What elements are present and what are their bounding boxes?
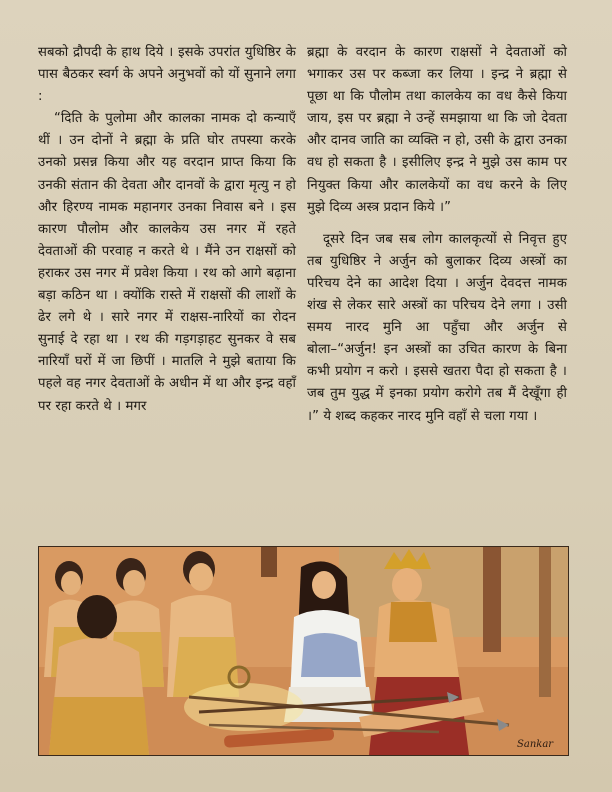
pillar-right bbox=[483, 547, 501, 652]
illustration-artwork bbox=[39, 547, 568, 755]
right-paragraph-1: ब्रह्मा के वरदान के कारण राक्षसों ने देवताओं को भगाकर उस पर कब्जा कर लिया । इन्द्र ने ब्रह्मा से पूछा था कि पौलोम तथा कालकेय का वध कैसे किया जाय, इस पर ब्रह्मा ने उन्हें समझाया था कि जो देवता और दानव जाति का व्यक्ति न हो, उसी के द्वारा उनका वध हो सकता है । इसीलिए इन्द्र ने मुझे उस काम पर नियुक्त किया और कालकेयों का वध करने के लिए मुझे दिव्य अस्त्र प्रदान किये ।” bbox=[307, 45, 567, 215]
right-paragraph-2: दूसरे दिन जब सब लोग कालकृत्यों से निवृत्त हुए तब युधिष्ठिर ने अर्जुन को बुलाकर दिव्य अस्त्रों का परिचय देने का आदेश दिया । अर्जुन देवदत्त नामक शंख से लेकर सारे अस्त्रों का परिचय देने लगा । उसी समय नारद मुनि आ पहुँचा और अर्जुन से बोला–“अर्जुन! इन अस्त्रों का उचित कारण के बिना कभी प्रयोग न करो । इससे खतरा पैदा हो सकता है । जब तुम युद्ध में इनका प्रयोग करोगे तब मैं देखूँगा ही ।” ये शब्द कहकर नारद मुनि वहाँ से चला गया । bbox=[307, 231, 567, 424]
pillar-far-right bbox=[539, 547, 551, 697]
left-paragraph-2: “दिति के पुलोमा और कालका नामक दो कन्याएँ थीं । उन दोनों ने ब्रह्मा के प्रति घोर तपस्या करके उनको प्रसन्न किया और यह वरदान प्राप्त किया कि उनकी संतान की देवता और दानवों के द्वारा मृत्यु न हो और हिरण्य नामक महानगर उनका निवास बने । इस कारण पौलोम और कालकेय उस नगर में रहते देवताओं की परवाह न करते थे । मैंने उन राक्षसों को हराकर उस नगर में प्रवेश किया । रथ को आगे बढ़ाना बड़ा कठिन था । क्योंकि रास्ते में राक्षसों की लाशों के ढेर लगे थे । सारे नगर में राक्षस-नारियों का रोदन सुनाई दे रहा था । रथ की गड़गड़ाहट सुनकर वे सब नारियाँ घरों में जा छिपीं । मातलि ने मुझे बताया कि पहले वह नगर देवताओं के अधीन में था और इन्द्र वहाँ पर रहा करते थे । मगर bbox=[38, 111, 296, 414]
pillar-top bbox=[261, 547, 277, 577]
artist-signature: Sankar bbox=[517, 739, 554, 750]
right-text-column bbox=[307, 42, 567, 428]
story-illustration bbox=[38, 546, 569, 756]
left-text-column bbox=[38, 42, 296, 418]
back-wall-right bbox=[339, 547, 568, 637]
left-paragraph-1: सबको द्रौपदी के हाथ दिये । इसके उपरांत युधिष्ठिर के पास बैठकर स्वर्ग के अपने अनुभवों को यों सुनाने लगा : bbox=[38, 45, 296, 105]
